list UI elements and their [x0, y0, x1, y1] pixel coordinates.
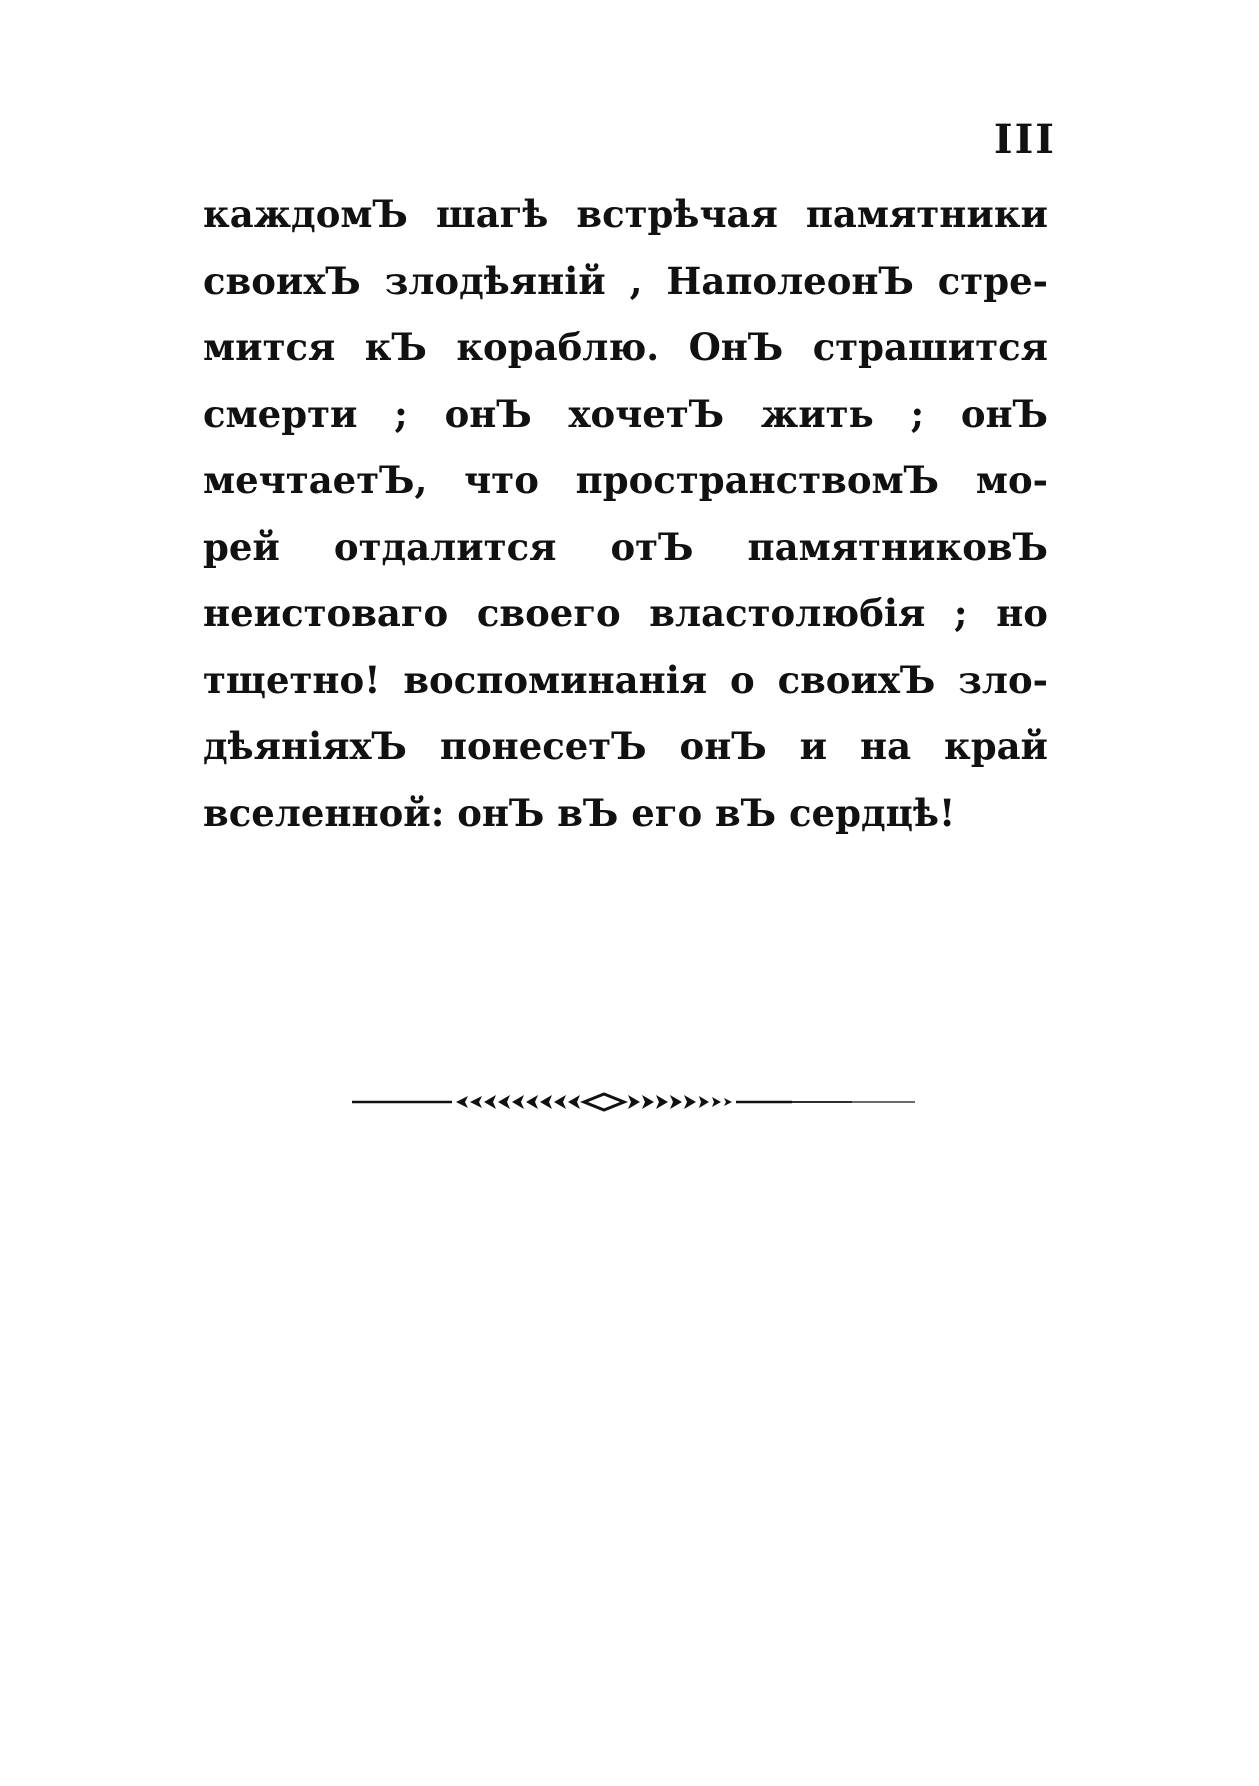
text-line: мечтаетЪ, что пространствомЪ мо- [203, 458, 1048, 502]
text-line: дѣяніяхЪ понесетЪ онЪ и на край [203, 724, 1048, 768]
text-line: рей отдалится отЪ памятниковЪ [203, 524, 1048, 569]
tailpiece-ornament-icon [352, 1090, 915, 1114]
page-number: III [993, 116, 1056, 163]
body-text [203, 190, 1048, 855]
text-line: неистоваго своего властолюбія ; но [203, 591, 1048, 635]
text-line: тщетно! воспоминанія о своихЪ зло- [203, 657, 1048, 702]
text-line: мится кЪ кораблю. ОнЪ страшится [203, 325, 1048, 369]
text-line: своихЪ злодѣяній , НаполеонЪ стре- [203, 258, 1048, 303]
text-line: смерти ; онЪ хочетЪ жить ; онЪ [203, 391, 1048, 436]
text-line: вселенной: онЪ вЪ его вЪ сердцѣ! [203, 790, 956, 835]
text-line: каждомЪ шагѣ встрѣчая памятники [203, 192, 1048, 236]
